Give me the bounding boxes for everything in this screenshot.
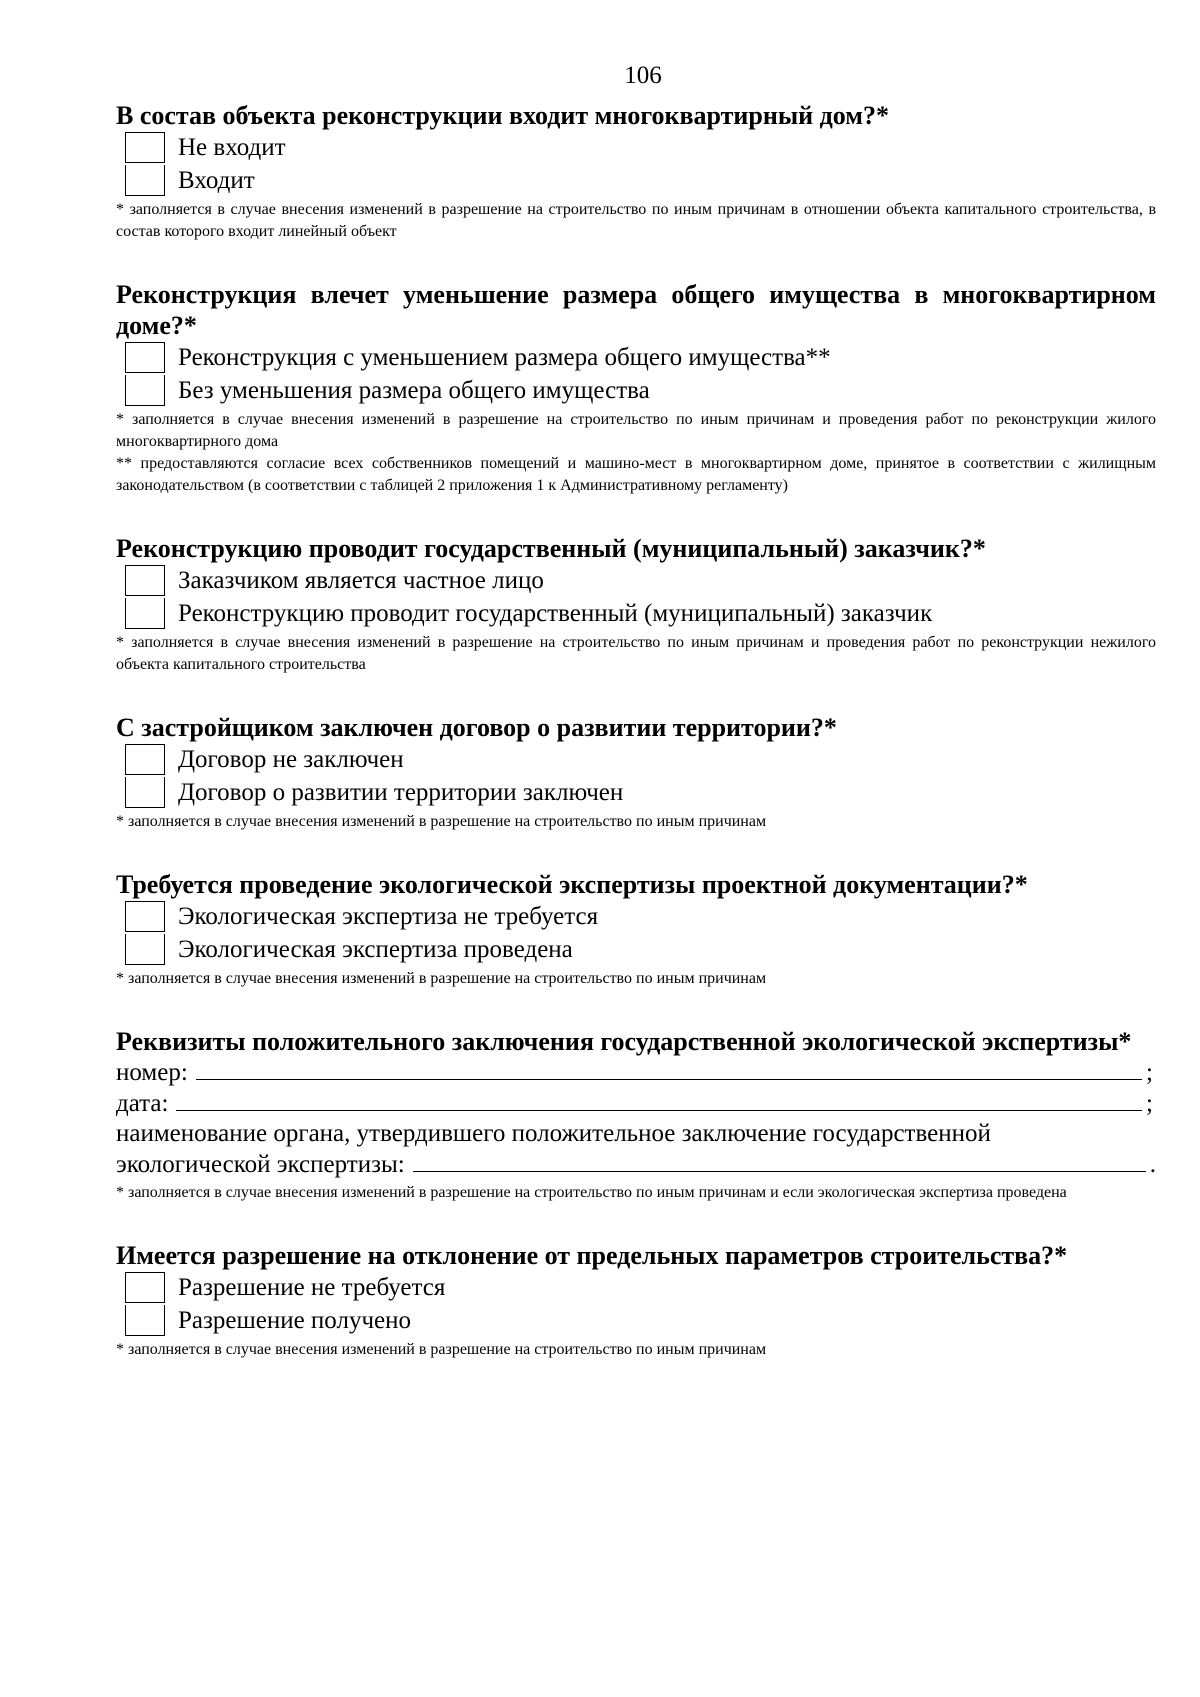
checkbox[interactable]: [125, 1272, 165, 1303]
question-title: С застройщиком заключен договор о развитии территории?*: [116, 713, 837, 742]
question-title: Имеется разрешение на отклонение от предельных параметров строительства?*: [116, 1241, 1068, 1270]
requisites-title: Реквизиты положительного заключения государственной экологической экспертизы*: [116, 1027, 1132, 1056]
footnote: * заполняется в случае внесения изменений в разрешение на строительство по иным причинам и проведения работ по реконструкции нежилого объекта капитального строительства: [116, 634, 1156, 673]
organ-label: экологической экспертизы:: [116, 1151, 405, 1178]
document-page: [116, 62, 1156, 1361]
semicolon: ;: [1146, 1059, 1153, 1086]
footnote: * заполняется в случае внесения изменений в разрешение на строительство по иным причинам: [116, 813, 767, 830]
section-state-customer: [116, 533, 1156, 676]
option-row: [116, 776, 1156, 809]
footnote: * заполняется в случае внесения изменений в разрешение на строительство по иным причинам и проведения работ по реконструкции жилого многоквартирного дома: [116, 411, 1156, 450]
section-multiapartment: [116, 100, 1156, 243]
footnote: ** предоставляются согласие всех собственников помещений и машино-мест в многоквартирном доме, принятое в соответствии с жилищным законодательством (в соответствии с таблицей 2 приложения 1 к Административному регламенту): [116, 455, 1156, 494]
option-row: [116, 597, 1156, 630]
section-ecological-expertise: [116, 869, 1156, 990]
date-label: дата:: [116, 1090, 169, 1117]
organ-input-line[interactable]: [413, 1149, 1146, 1172]
option-row: [116, 743, 1156, 776]
checkbox[interactable]: [125, 598, 165, 629]
date-input-line[interactable]: [176, 1088, 1142, 1111]
option-row: [116, 341, 1156, 374]
question-title: Требуется проведение экологической экспертизы проектной документации?*: [116, 870, 1028, 899]
checkbox[interactable]: [125, 165, 165, 196]
checkbox[interactable]: [125, 1305, 165, 1336]
checkbox[interactable]: [125, 342, 165, 373]
option-label: Входит: [178, 167, 255, 194]
question-title: В состав объекта реконструкции входит многоквартирный дом?*: [116, 101, 889, 130]
option-label: Экологическая экспертиза проведена: [178, 936, 573, 963]
footnote: * заполняется в случае внесения изменений в разрешение на строительство по иным причинам и если экологическая экспертиза проведена: [116, 1184, 1067, 1201]
section-deviation-permit: [116, 1240, 1156, 1361]
option-row: [116, 1304, 1156, 1337]
section-territory-contract: [116, 712, 1156, 833]
date-field-row: [116, 1088, 1156, 1119]
footnote: * заполняется в случае внесения изменений в разрешение на строительство по иным причинам: [116, 970, 767, 987]
option-label: Заказчиком является частное лицо: [178, 567, 544, 594]
option-label: Договор не заключен: [178, 746, 404, 773]
section-common-property: [116, 279, 1156, 497]
option-label: Не входит: [178, 134, 286, 161]
question-title: Реконструкция влечет уменьшение размера общего имущества в многоквартирном доме?*: [116, 280, 1156, 340]
checkbox[interactable]: [125, 777, 165, 808]
option-label: Договор о развитии территории заключен: [178, 779, 624, 806]
checkbox[interactable]: [125, 901, 165, 932]
option-label: Реконструкцию проводит государственный (муниципальный) заказчик: [178, 600, 933, 627]
option-label: Без уменьшения размера общего имущества: [178, 377, 650, 404]
option-row: [116, 164, 1156, 197]
option-row: [116, 564, 1156, 597]
option-row: [116, 900, 1156, 933]
organ-field-row: [116, 1149, 1156, 1180]
option-row: [116, 374, 1156, 407]
option-label: Экологическая экспертиза не требуется: [178, 903, 599, 930]
period: .: [1149, 1151, 1156, 1178]
option-row: [116, 933, 1156, 966]
number-input-line[interactable]: [196, 1057, 1142, 1080]
organ-text: наименование органа, утвердившего положительное заключение государственной: [116, 1120, 991, 1147]
semicolon: ;: [1146, 1090, 1153, 1117]
number-field-row: [116, 1057, 1156, 1088]
checkbox[interactable]: [125, 132, 165, 163]
question-title: Реконструкцию проводит государственный (муниципальный) заказчик?*: [116, 534, 986, 563]
footnote: * заполняется в случае внесения изменений в разрешение на строительство по иным причинам в отношении объекта капитального строительства, в состав которого входит линейный объект: [116, 201, 1156, 240]
option-row: [116, 131, 1156, 164]
option-row: [116, 1271, 1156, 1304]
checkbox[interactable]: [125, 744, 165, 775]
option-label: Реконструкция с уменьшением размера общего имущества**: [178, 344, 831, 371]
number-label: номер:: [116, 1059, 188, 1086]
page-number: 106: [624, 62, 662, 89]
section-requisites: [116, 1026, 1156, 1204]
checkbox[interactable]: [125, 565, 165, 596]
footnote: * заполняется в случае внесения изменений в разрешение на строительство по иным причинам: [116, 1341, 767, 1358]
option-label: Разрешение получено: [178, 1307, 411, 1334]
option-label: Разрешение не требуется: [178, 1274, 446, 1301]
checkbox[interactable]: [125, 375, 165, 406]
checkbox[interactable]: [125, 934, 165, 965]
